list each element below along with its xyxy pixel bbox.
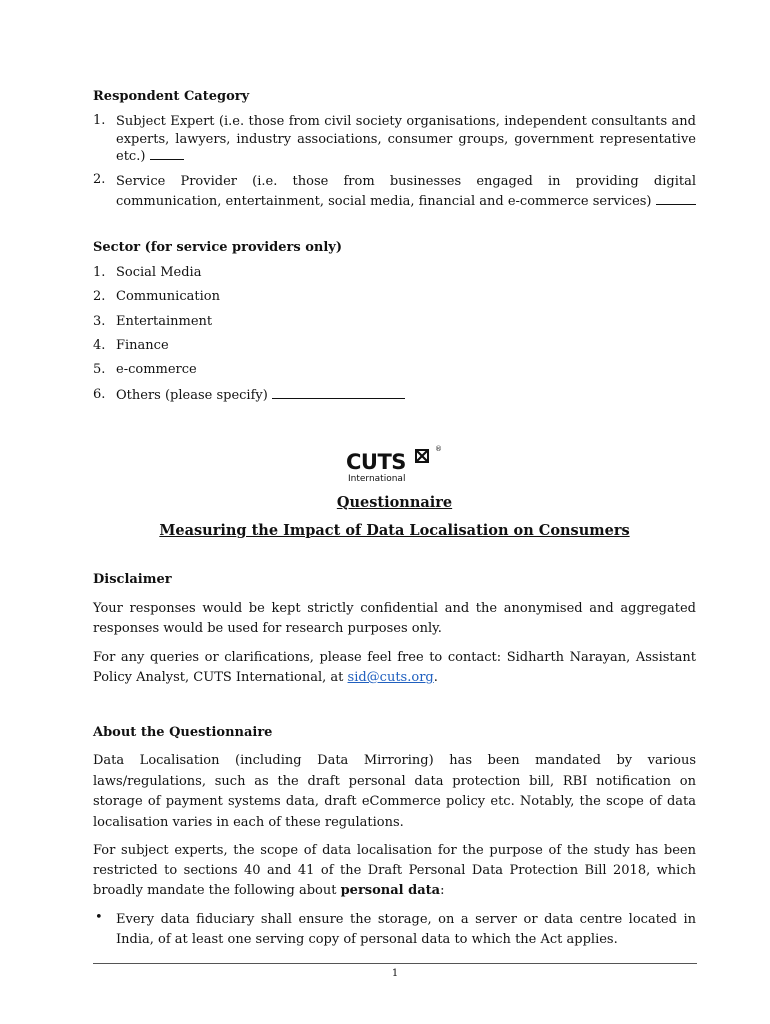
registered-mark: ® (435, 445, 442, 453)
respondent-item-text: Subject Expert (i.e. those from civil society organisations, independent consultants and experts, lawyers, industry associations, consumer groups, government representative etc.) (116, 114, 696, 164)
list-text (116, 172, 696, 212)
about-heading: About the Questionnaire (93, 725, 273, 740)
document-title: Questionnaire (336, 494, 453, 511)
scope-bold-text: personal data (340, 883, 441, 898)
document-subtitle: Measuring the Impact of Data Localisation on Consumers (159, 522, 630, 539)
disclaimer-heading: Disclaimer (93, 572, 172, 587)
answer-blank[interactable] (150, 148, 184, 160)
list-number: 3. (93, 314, 106, 329)
scope-end: : (440, 883, 445, 898)
list-number: 1. (93, 113, 106, 128)
disclaimer-paragraph: Your responses would be kept strictly confidential and the anonymised and aggregated responses would be used for research purposes only. (93, 601, 696, 636)
sector-item-text: Finance (116, 338, 169, 353)
answer-blank[interactable] (656, 193, 696, 205)
bullet-icon: • (95, 910, 103, 925)
scope-text: For subject experts, the scope of data localisation for the purpose of the study has been restricted to sections 40 and 41 of the Draft Personal Data Protection Bill 2018, which broadly mandate the following about (93, 843, 696, 898)
list-number: 6. (93, 387, 106, 402)
page-number: 1 (391, 968, 399, 979)
sector-item-text: Entertainment (116, 314, 213, 329)
contact-paragraph (93, 648, 696, 688)
footer-divider (93, 963, 697, 964)
specify-blank[interactable] (272, 387, 405, 399)
cuts-logo (346, 447, 446, 487)
sector-item-text: Communication (116, 289, 220, 304)
list-number: 2. (93, 172, 106, 187)
logo-cross-icon (414, 447, 434, 465)
about-paragraph: Data Localisation (including Data Mirroring) has been mandated by various laws/regulations, such as the draft personal data protection bill, RBI notification on storage of payment systems data, draft eCommerce policy etc. Notably, the scope of data localisation varies in each of these regulations. (93, 753, 696, 831)
list-number: 2. (93, 289, 106, 304)
respondent-item-text: Service Provider (i.e. those from businesses engaged in providing digital communication, entertainment, social media, financial and e-commerce services) (116, 174, 696, 209)
list-number: 4. (93, 338, 106, 353)
list-number: 5. (93, 362, 106, 377)
sector-heading: Sector (for service providers only) (93, 240, 342, 255)
respondent-category-heading: Respondent Category (93, 89, 250, 104)
logo-wordmark: CUTS (346, 450, 406, 474)
sector-item-text: Others (please specify) (116, 388, 268, 403)
sector-item-text: Social Media (116, 265, 202, 280)
list-number: 1. (93, 265, 106, 280)
logo-subtitle: International (348, 474, 406, 484)
sector-item-text: e-commerce (116, 362, 197, 377)
list-text (116, 113, 696, 166)
contact-end: . (433, 670, 438, 685)
bullet-text: Every data fiduciary shall ensure the storage, on a server or data centre located in India, of at least one serving copy of personal data to which the Act applies. (116, 912, 696, 947)
scope-paragraph (93, 841, 696, 901)
sector-item-text-wrap (116, 387, 696, 403)
contact-text: For any queries or clarifications, please feel free to contact: Sidharth Narayan, Assistant Policy Analyst, CUTS International, at (93, 650, 696, 685)
email-link[interactable]: sid@cuts.org (347, 670, 434, 685)
